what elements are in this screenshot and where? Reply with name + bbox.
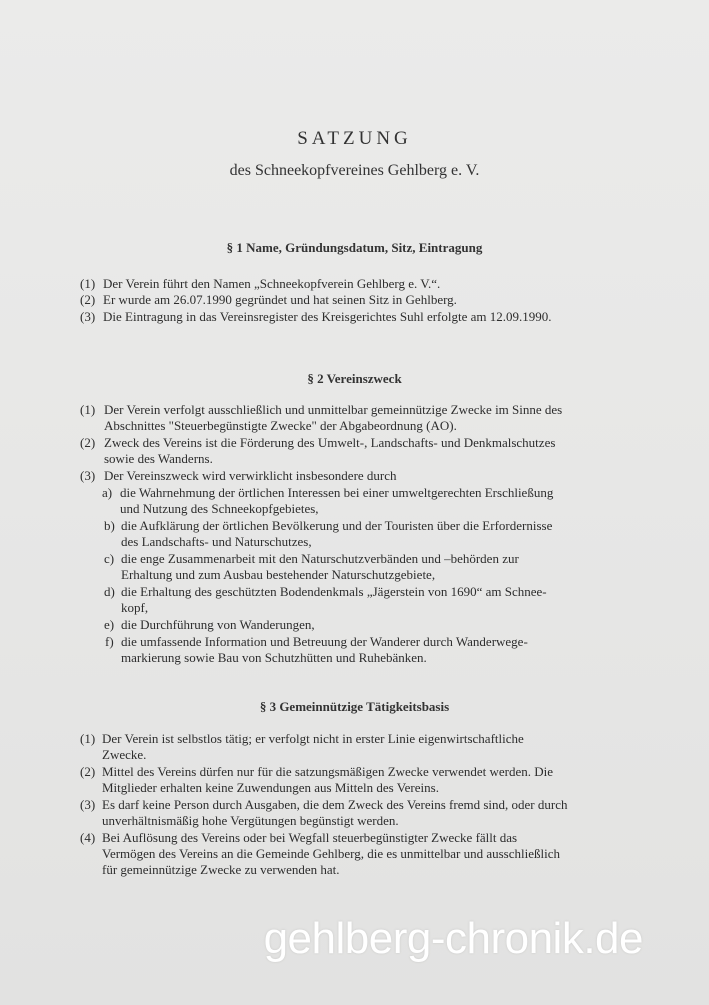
section-3-item-4 [80,830,660,878]
item-text-line-1: Zweck des Vereins ist die Förderung des Umwelt-, Landschafts- und Denkmalschutzes [104,435,556,450]
document-title: SATZUNG [297,128,412,149]
item-number: (4) [80,830,96,845]
item-text-line-1: die Wahrnehmung der örtlichen Interessen bei einer umweltgerechten Erschließung [120,485,554,500]
item-text-line-1: Der Verein verfolgt ausschließlich und unmittelbar gemeinnützige Zwecke im Sinne des [104,402,563,417]
item-text: Der Verein führt den Namen „Schneekopfverein Gehlberg e. V.“. [103,276,441,291]
item-text-line-3: für gemeinnützige Zwecke zu verwenden hat. [102,862,340,877]
section-2-item-2 [80,435,660,467]
item-number: (3) [80,309,96,324]
item-text-line-1: Der Vereinszweck wird verwirklicht insbesondere durch [104,468,397,483]
item-text-line-2: Abschnittes "Steuerbegünstigte Zwecke" der Abgabeordnung (AO). [104,418,457,433]
section-3-item-3 [80,797,660,829]
item-number: (2) [80,292,96,307]
item-number: (2) [80,764,96,779]
item-text-line-1: die Erhaltung des geschützten Bodendenkmals „Jägerstein von 1690“ am Schnee- [121,584,547,599]
item-letter: d) [104,584,115,599]
item-text-line-2: und Nutzung des Schneekopfgebietes, [120,501,319,516]
section-3-item-2 [80,764,660,796]
item-number: (1) [80,276,96,291]
item-text-line-2: sowie des Wanderns. [104,451,213,466]
item-text-line-1: die enge Zusammenarbeit mit den Naturschutzverbänden und –behörden zur [121,551,519,566]
section-1-heading: § 1 Name, Gründungsdatum, Sitz, Eintragung [226,240,483,255]
item-number: (2) [80,435,96,450]
item-letter: b) [104,518,115,533]
section-3-heading: § 3 Gemeinnützige Tätigkeitsbasis [259,699,450,714]
section-2-subitem-b [104,518,664,550]
item-text-line-1: Der Verein ist selbstlos tätig; er verfolgt nicht in erster Linie eigenwirtschaftliche [102,731,524,746]
item-letter: a) [102,485,113,500]
item-number: (3) [80,797,96,812]
item-text-line-2: Erhaltung und zum Ausbau bestehender Naturschutzgebiete, [121,567,436,582]
item-letter: e) [104,617,115,632]
item-text-line-1: die Durchführung von Wanderungen, [121,617,315,632]
section-2-subitem-f [105,634,665,666]
section-2-heading: § 2 Vereinszweck [307,371,402,386]
watermark-text: gehlberg-chronik.de [263,914,643,963]
item-text-line-1: die umfassende Information und Betreuung der Wanderer durch Wanderwege- [121,634,528,649]
item-text-line-2: Zwecke. [102,747,147,762]
item-number: (1) [80,731,96,746]
section-2-subitem-a [102,485,662,517]
item-text-line-2: Mitglieder erhalten keine Zuwendungen aus Mitteln des Vereins. [102,780,439,795]
item-text: Die Eintragung in das Vereinsregister des Kreisgerichtes Suhl erfolgte am 12.09.1990. [103,309,552,324]
item-text-line-1: Mittel des Vereins dürfen nur für die satzungsmäßigen Zwecke verwendet werden. Die [102,764,553,779]
item-text-line-1: die Aufklärung der örtlichen Bevölkerung und der Touristen über die Erfordernisse [121,518,553,533]
item-text-line-2: markierung sowie Bau von Schutzhütten und Ruhebänken. [121,650,427,665]
document-subtitle: des Schneekopfvereines Gehlberg e. V. [229,162,480,179]
section-2-subitem-c [104,551,664,583]
item-number: (1) [80,402,96,417]
item-text: Er wurde am 26.07.1990 gegründet und hat seinen Sitz in Gehlberg. [103,292,457,307]
item-text-line-2: des Landschafts- und Naturschutzes, [121,534,312,549]
item-text-line-2: Vermögen des Vereins an die Gemeinde Gehlberg, die es unmittelbar und ausschließlich [102,846,561,861]
section-3-item-1 [80,731,660,763]
section-2-item-1 [80,402,660,434]
item-number: (3) [80,468,96,483]
item-text-line-1: Bei Auflösung des Vereins oder bei Wegfall steuerbegünstigter Zwecke fällt das [102,830,518,845]
item-text-line-2: kopf, [121,600,149,615]
item-letter: f) [105,634,114,649]
section-2-subitem-d [104,584,664,616]
item-letter: c) [104,551,115,566]
item-text-line-1: Es darf keine Person durch Ausgaben, die dem Zweck des Vereins fremd sind, oder durch [102,797,568,812]
item-text-line-2: unverhältnismäßig hohe Vergütungen begünstigt werden. [102,813,399,828]
